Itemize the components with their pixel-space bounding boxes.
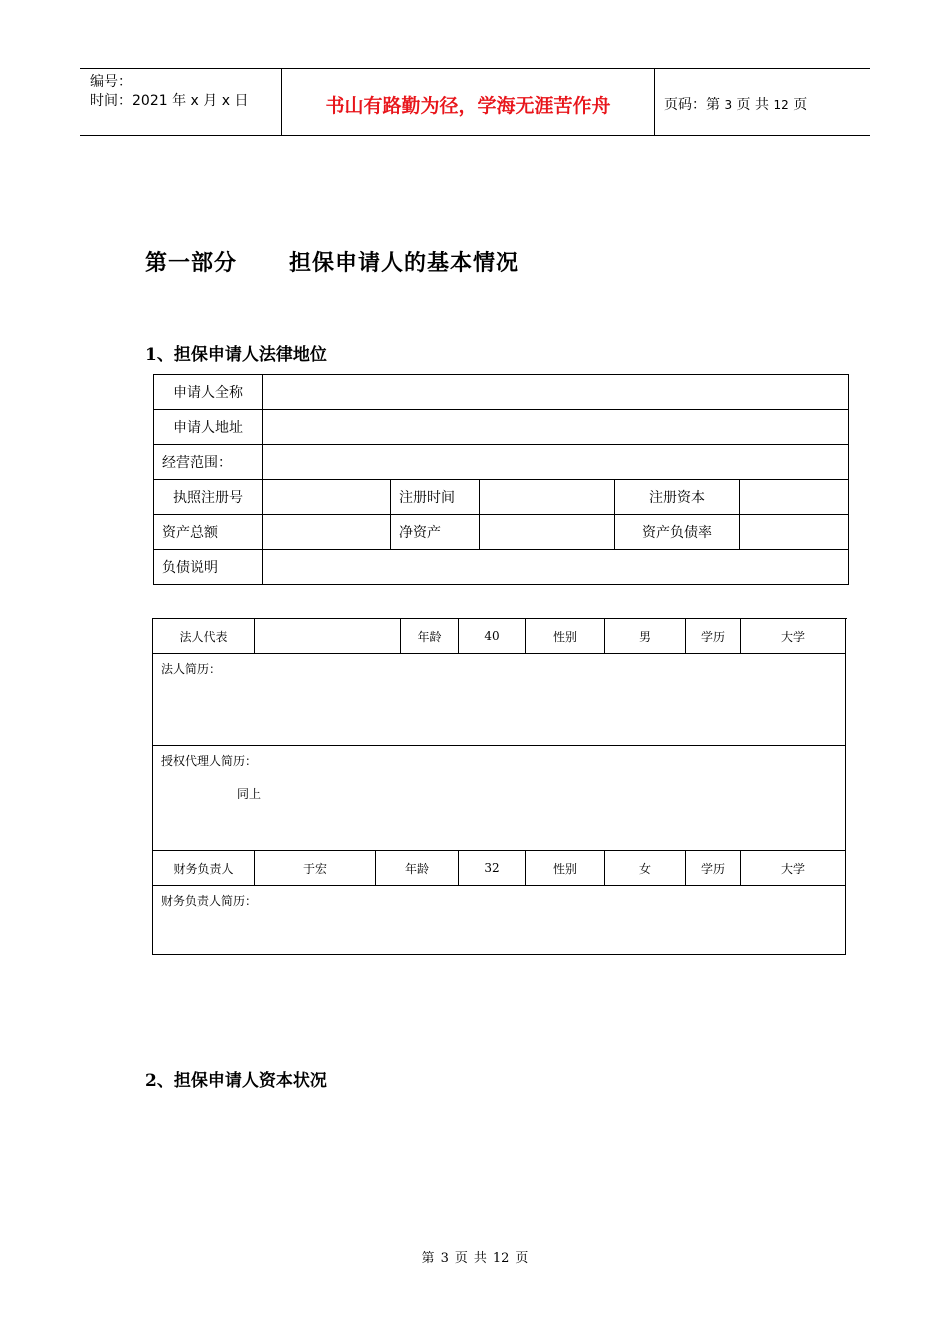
label-age: 年龄 (401, 619, 459, 654)
page-suffix: 页 (793, 97, 808, 113)
label-reg-capital: 注册资本 (615, 480, 740, 515)
label-debt-note: 负债说明 (154, 550, 263, 585)
label-license-no: 执照注册号 (154, 480, 263, 515)
agent-bio-label: 授权代理人简历： (161, 754, 258, 768)
value-reg-capital[interactable] (740, 480, 849, 515)
doc-time: 时间：2021 年 x 月 x 日 (90, 93, 249, 109)
personnel-table (152, 618, 846, 955)
value-business-scope[interactable] (263, 445, 849, 480)
label-gender: 性别 (526, 619, 605, 654)
footer-post: 页 (515, 1251, 529, 1266)
page-footer (0, 1247, 950, 1266)
value-legal-rep[interactable] (255, 619, 401, 654)
label-education: 学历 (686, 619, 741, 654)
page-header (80, 68, 870, 136)
table-row (154, 445, 849, 480)
page-prefix: 页码：第 (664, 97, 720, 113)
header-divider (654, 69, 655, 135)
table-row (153, 886, 846, 955)
table-row (154, 410, 849, 445)
legal-rep-bio[interactable]: 法人简历： (153, 654, 846, 746)
part-heading: 担保申请人的基本情况 (289, 250, 520, 276)
label-full-name: 申请人全称 (154, 375, 263, 410)
value-finance-head-edu[interactable]: 大学 (741, 851, 846, 886)
label-reg-time: 注册时间 (391, 480, 480, 515)
finance-head-bio[interactable]: 财务负责人简历： (153, 886, 846, 955)
label-business-scope: 经营范围： (154, 445, 263, 480)
table-row (153, 746, 846, 851)
label-net-assets: 净资产 (391, 515, 480, 550)
doc-number: 编号： (90, 74, 132, 90)
header-motto: 书山有路勤为径，学海无涯苦作舟 (325, 95, 611, 117)
label-education: 学历 (686, 851, 741, 886)
table-row (154, 375, 849, 410)
table-row (153, 619, 846, 654)
header-meta (90, 73, 248, 111)
table-row (154, 480, 849, 515)
part-label: 第一部分 (145, 250, 238, 276)
label-gender: 性别 (526, 851, 605, 886)
label-total-assets: 资产总额 (154, 515, 263, 550)
value-net-assets[interactable] (480, 515, 615, 550)
label-finance-head: 财务负责人 (153, 851, 255, 886)
table-row (154, 550, 849, 585)
value-legal-rep-edu[interactable]: 大学 (741, 619, 846, 654)
label-debt-ratio: 资产负债率 (615, 515, 740, 550)
value-license-no[interactable] (263, 480, 391, 515)
page-total: 12 (773, 98, 789, 112)
footer-page-total: 12 (492, 1251, 510, 1266)
value-full-name[interactable] (263, 375, 849, 410)
section-2-title: 2、担保申请人资本状况 (145, 1071, 327, 1091)
footer-mid2: 共 (473, 1251, 487, 1266)
value-debt-ratio[interactable] (740, 515, 849, 550)
label-legal-rep: 法人代表 (153, 619, 255, 654)
value-legal-rep-age[interactable]: 40 (459, 619, 526, 654)
value-legal-rep-gender[interactable]: 男 (605, 619, 686, 654)
footer-page-number: 3 (440, 1251, 449, 1266)
value-address[interactable] (263, 410, 849, 445)
footer-pre: 第 (421, 1251, 435, 1266)
table-row (153, 654, 846, 746)
value-reg-time[interactable] (480, 480, 615, 515)
legal-status-table (153, 374, 849, 585)
table-row (154, 515, 849, 550)
label-address: 申请人地址 (154, 410, 263, 445)
page-number: 3 (724, 98, 733, 112)
value-finance-head-name[interactable]: 于宏 (255, 851, 376, 886)
agent-bio[interactable] (153, 746, 846, 851)
footer-mid: 页 (454, 1251, 468, 1266)
value-finance-head-gender[interactable]: 女 (605, 851, 686, 886)
value-total-assets[interactable] (263, 515, 391, 550)
value-finance-head-age[interactable]: 32 (459, 851, 526, 886)
part-title (145, 246, 519, 277)
table-row (153, 851, 846, 886)
label-age: 年龄 (376, 851, 459, 886)
header-page-info (664, 94, 807, 114)
section-1-title: 1、担保申请人法律地位 (145, 345, 327, 365)
value-debt-note[interactable] (263, 550, 849, 585)
agent-bio-value: 同上 (237, 787, 262, 801)
page-mid: 页 共 (736, 97, 769, 113)
